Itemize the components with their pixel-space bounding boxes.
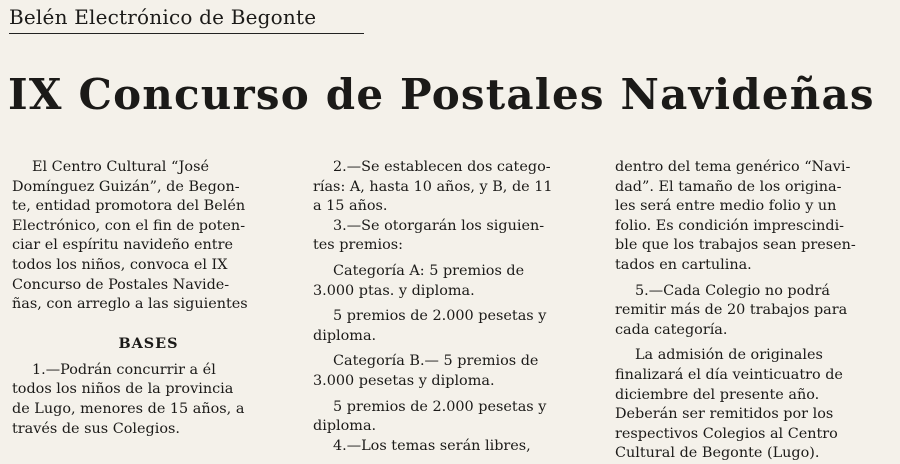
text-line: Electrónico, con el fin de poten- [12, 217, 246, 234]
closing-paragraph [615, 346, 893, 464]
category-b-second-prizes [313, 398, 588, 437]
rule-4-continuation [615, 158, 893, 276]
text-line: de Lugo, menores de 15 años, a [12, 400, 245, 417]
text-line: folio. Es condición imprescindi- [615, 217, 845, 234]
text-line: 4.—Los temas serán libres, [333, 437, 531, 454]
text-line: ble que los trabajos sean presen- [615, 237, 856, 254]
article-column-2 [313, 158, 588, 456]
text-line: rías: A, hasta 10 años, y B, de 11 [313, 178, 553, 195]
text-line: 3.—Se otorgarán los siguien- [333, 217, 545, 234]
text-line: través de sus Colegios. [12, 420, 180, 437]
text-line: remitir más de 20 trabajos para [615, 302, 848, 319]
text-line: Concurso de Postales Navide- [12, 276, 230, 293]
text-line: Categoría B.— 5 premios de [333, 353, 539, 370]
text-line: 1.—Podrán concurrir a él [32, 361, 216, 378]
text-line: respectivos Colegios al Centro [615, 425, 838, 442]
text-line: 5 premios de 2.000 pesetas y [333, 398, 547, 415]
rule-1-paragraph [12, 361, 285, 439]
bases-heading: BASES [118, 334, 179, 352]
text-line: Deberán ser remitidos por los [615, 406, 834, 423]
text-line: tes premios: [313, 237, 404, 254]
article-column-1 [12, 158, 285, 439]
text-line: todos los niños de la provincia [12, 381, 234, 398]
text-line: Cultural de Begonte (Lugo). [615, 445, 820, 462]
rule-3-paragraph [313, 217, 588, 256]
text-line: a 15 años. [313, 198, 388, 215]
text-line: diciembre del presente año. [615, 386, 820, 403]
article-column-3 [615, 158, 893, 464]
text-line: te, entidad promotora del Belén [12, 198, 246, 215]
text-line: cada categoría. [615, 321, 728, 338]
text-line: Categoría A: 5 premios de [333, 262, 525, 279]
text-line: diploma. [313, 327, 377, 344]
text-line: tados en cartulina. [615, 256, 752, 273]
text-line: 2.—Se establecen dos catego- [333, 159, 551, 175]
text-line: La admisión de originales [635, 347, 823, 364]
text-line: diploma. [313, 418, 377, 435]
rule-2-paragraph [313, 158, 588, 217]
text-line: Domínguez Guizán”, de Begon- [12, 178, 240, 195]
article-headline: IX Concurso de Postales Navideñas [8, 70, 875, 119]
text-line: ciar el espíritu navideño entre [12, 237, 233, 254]
text-line: El Centro Cultural “José [32, 159, 209, 175]
category-a-second-prizes [313, 307, 588, 346]
text-line: ñas, con arreglo a las siguientes [12, 296, 248, 313]
text-line: 5.—Cada Colegio no podrá [635, 282, 830, 299]
text-line: les será entre medio folio y un [615, 198, 837, 215]
rule-5-paragraph [615, 282, 893, 341]
text-line: 3.000 pesetas y diploma. [313, 372, 495, 389]
text-line: todos los niños, convoca el IX [12, 256, 228, 273]
intro-paragraph [12, 158, 285, 315]
text-line: dad”. El tamaño de los origina- [615, 178, 842, 195]
text-line: 5 premios de 2.000 pesetas y [333, 308, 547, 325]
category-b-paragraph [313, 352, 588, 391]
rule-4-paragraph [313, 437, 588, 457]
text-line: finalizará el día veinticuatro de [615, 366, 843, 383]
text-line: 3.000 ptas. y diploma. [313, 282, 475, 299]
text-line: dentro del tema genérico “Navi- [615, 159, 851, 175]
kicker-underline [9, 33, 364, 34]
category-a-paragraph [313, 262, 588, 301]
section-kicker: Belén Electrónico de Begonte [9, 5, 317, 29]
